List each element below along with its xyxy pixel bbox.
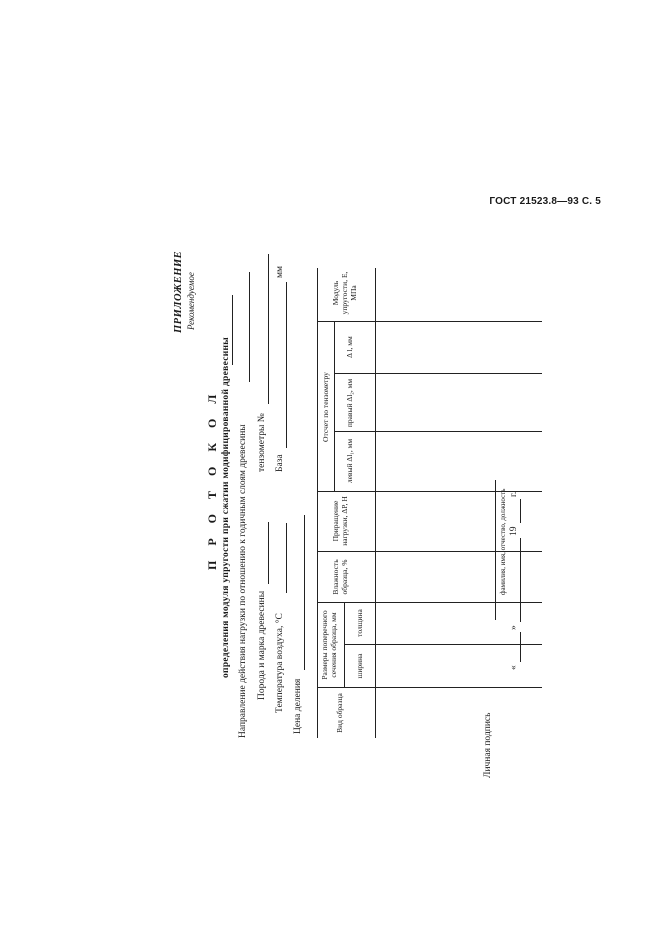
temperature-blank-line: [286, 523, 287, 593]
base-label: База: [275, 454, 285, 472]
signature-caption: фамилия, имя, отчество, должность: [499, 488, 507, 595]
division-blank-line: [304, 515, 305, 670]
col-thickness: толщина: [355, 609, 364, 637]
col-moisture: Влажность образца, %: [331, 559, 349, 595]
col-sep-1: [317, 687, 542, 688]
signature-label: Личная подпись: [483, 712, 493, 778]
table-header-border: [375, 268, 376, 738]
col-sep-5: [317, 321, 542, 322]
protocol-title: П Р О Т О К О Л: [205, 388, 219, 570]
species-label: Порода и марка древесины: [257, 590, 267, 700]
gost-header: ГОСТ 21523.8—93 С. 5: [489, 196, 601, 207]
col-left: левый Δl₁, мм: [345, 438, 354, 484]
col-delta: Δ l, мм: [345, 336, 354, 358]
base-unit: мм: [275, 265, 285, 278]
date-open-quote: «: [509, 665, 519, 670]
col-width: ширина: [355, 653, 364, 679]
col-sep-3: [317, 551, 542, 552]
date-year-suffix: г.: [509, 491, 519, 497]
col-sep-reading-2: [334, 373, 542, 374]
subtitle-blank-line: [232, 295, 233, 365]
appendix-title: ПРИЛОЖЕНИЕ: [173, 250, 184, 333]
protocol-subtitle: определения модуля упругости при сжатии модифицированной древесины: [221, 337, 231, 678]
division-label: Цена деления: [293, 678, 303, 734]
col-sep-reading-1: [334, 431, 542, 432]
col-dims: Размеры поперечного сечения образца, мм: [320, 610, 338, 680]
tensometer-label: тензометры №: [257, 413, 267, 472]
dims-sub-line: [344, 603, 345, 688]
signature-name-line: [495, 480, 496, 620]
direction-label: Направление действия нагрузки по отношению к годичным слоям древесины: [238, 424, 248, 738]
col-right: правый Δl₂, мм: [345, 378, 354, 428]
reading-sub-line: [334, 322, 335, 492]
col-reading: Отсчет по тензометру: [321, 372, 330, 442]
col-sep-dims: [344, 644, 542, 645]
direction-blank-line: [249, 272, 250, 382]
date-year-line: [520, 499, 521, 523]
date-year: 19: [509, 526, 519, 536]
col-modulus: Модуль упругости, E, МПа: [331, 271, 358, 315]
tensometer-blank-line: [268, 254, 269, 404]
table-top-border: [317, 268, 318, 738]
date-close-quote: »: [509, 625, 519, 630]
date-day-line: [520, 632, 521, 662]
species-blank-line: [268, 522, 269, 584]
date-month-line: [520, 538, 521, 622]
appendix-subtitle: Рекомендуемое: [186, 272, 196, 330]
col-load: Приращение нагрузки, ΔP, Н: [331, 496, 349, 546]
col-sep-2: [317, 602, 542, 603]
col-sample-type: Вид образца: [335, 693, 344, 733]
temperature-label: Температура воздуха, °С: [275, 613, 285, 713]
base-blank-line: [286, 282, 287, 448]
protocol-sheet: [173, 230, 545, 778]
